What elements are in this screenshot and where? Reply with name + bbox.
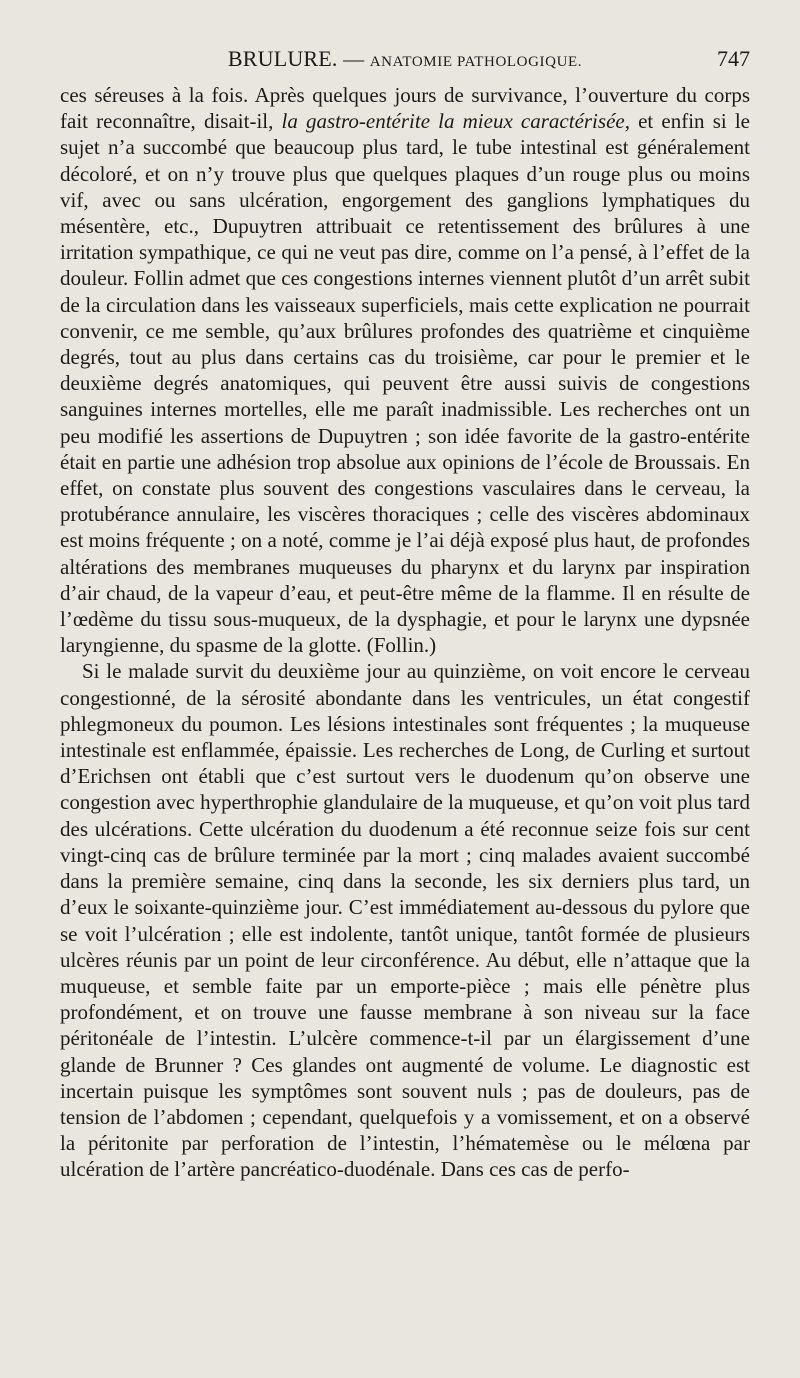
paragraph-1-text-before: ces séreuses à la fois. Après quelques jours de survivance, l’ouverture du corps fait reconnaître, disait-il, [60,83,750,134]
running-title [60,46,750,72]
page-number: 747 [717,46,750,71]
paragraph-1-italic: la gastro-entérite la mieux caractérisée, [281,109,630,134]
paragraph-1-text-after: et enfin si le sujet n’a succombé que beaucoup plus tard, le tube intestinal est généralement décoloré, et on n’y trouve plus que quelques plaques d’un rouge plus ou moins vif, avec ou sans ulcération, engorgement des ganglions lymphatiques du mésentère, etc., Dupuytren attribuait ce retentissement des brûlures à une irritation sympathique, ce qui ne veut pas dire, comme on l’a pensé, à l’effet de la douleur. Follin admet que ces congestions internes viennent plutôt d’un arrêt subit de la circulation dans les vaisseaux superficiels, mais cette explication ne pourrait convenir, ce me semble, qu’aux brûlures profondes des quatrième et cinquième degrés, tout au plus dans certains cas du troisième, car pour le premier et le deuxième degrés anatomiques, qui peuvent être aussi suivis de congestions sanguines internes mortelles, elle me paraît inadmissible. Les recherches ont un peu modifié les assertions de Dupuytren ; son idée favorite de la gastro-entérite était en partie une adhésion trop absolue aux opinions de l’école de Broussais. En effet, on constate plus souvent des congestions vasculaires dans le cerveau, la protubérance annulaire, les viscères thoraciques ; celle des viscères abdominaux est moins fréquente ; on a noté, comme je l’ai déjà exposé plus haut, de profondes altérations des membranes muqueuses du pharynx et du larynx par inspiration d’air chaud, de la vapeur d’eau, et peut-être même de la flamme. Il en résulte de l’œdème du tissu sous-muqueux, de la dysphagie, et pour le larynx une dypsnée laryngienne, du spasme de la glotte. (Follin.) [60,109,750,658]
running-title-separator: — [343,47,365,71]
paragraph-2 [60,658,750,1182]
page-header [60,46,750,80]
running-title-sub: ANATOMIE PATHOLOGIQUE. [369,54,583,70]
running-title-main: BRULURE. [227,46,338,71]
body-text [60,82,750,1183]
paragraph-2-text: Si le malade survit du deuxième jour au quinzième, on voit encore le cerveau congestionné, de la sérosité abondante dans les ventricules, un état congestif phlegmoneux du poumon. Les lésions intestinales sont fréquentes ; la muqueuse intestinale est enflammée, épaissie. Les recherches de Long, de Curling et surtout d’Erichsen ont établi que c’est surtout vers le duodenum qu’on observe une congestion avec hyperthrophie glandulaire de la muqueuse, et qu’on voit plus tard des ulcérations. Cette ulcération du duodenum a été reconnue seize fois sur cent vingt-cinq cas de brûlure terminée par la mort ; cinq malades avaient succombé dans la première semaine, cinq dans la seconde, les six derniers plus tard, un d’eux le soixante-quinzième jour. C’est immédiatement au-dessous du pylore que se voit l’ulcération ; elle est indolente, tantôt unique, tantôt formée de plusieurs ulcères réunis par un point de leur circonférence. Au début, elle n’attaque que la muqueuse, et semble faite par un emporte-pièce ; mais elle pénètre plus profondément, et on trouve une fausse membrane à son niveau sur la face péritonéale de l’intestin. L’ulcère commence-t-il par un élargissement d’une glande de Brunner ? Ces glandes ont augmenté de volume. Le diagnostic est incertain puisque les symptômes sont souvent nuls ; pas de douleurs, pas de tension de l’abdomen ; cependant, quelquefois y a vomissement, et on a observé la péritonite par perforation de l’intestin, l’hématemèse ou le mélœna par ulcération de l’artère pancréatico-duodénale. Dans ces cas de perfo- [60,659,750,1182]
paragraph-1 [60,82,750,658]
